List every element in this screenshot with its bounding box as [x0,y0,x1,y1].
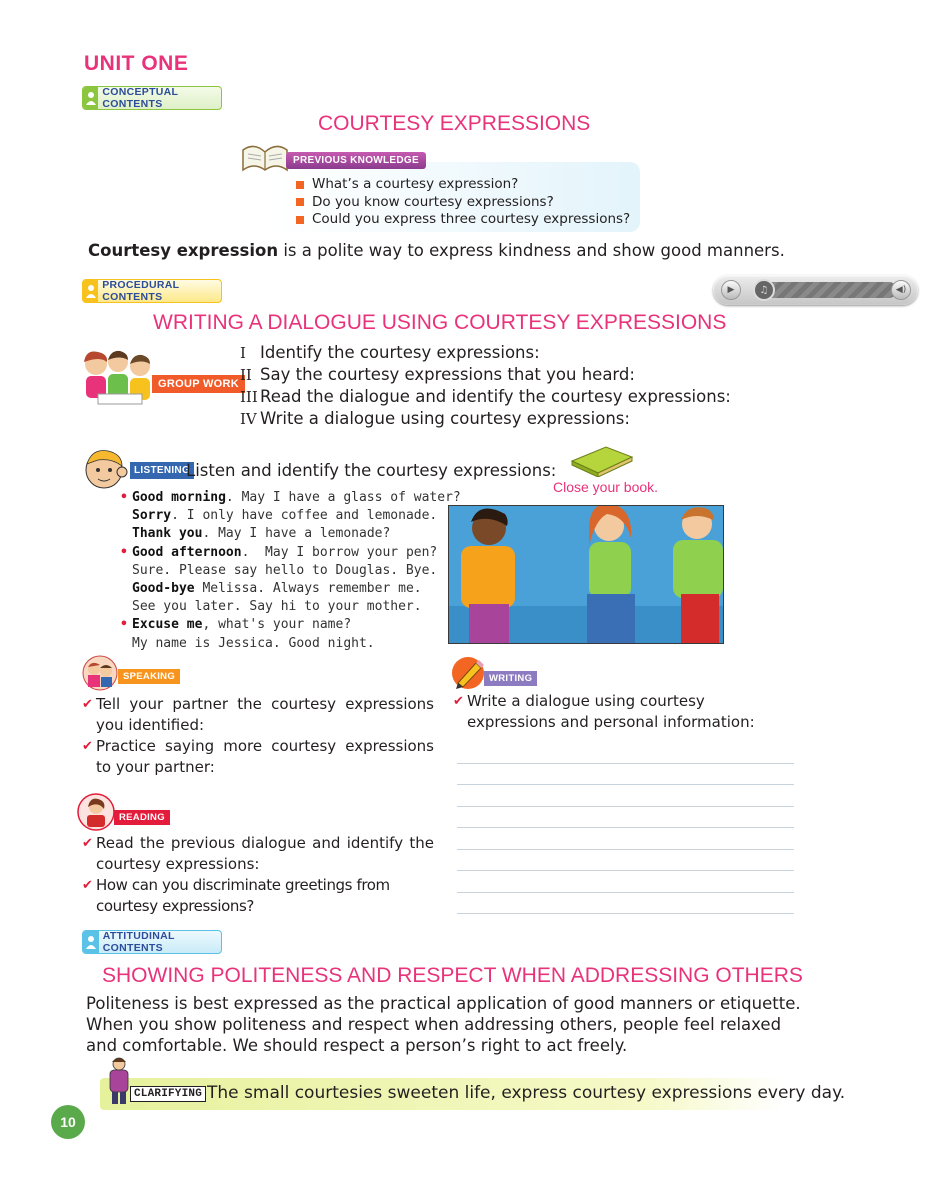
play-icon[interactable]: ▶ [721,280,741,300]
dialogue-line: My name is Jessica. Good night. [132,635,375,651]
dialogue-line: Good-bye Melissa. Always remember me. [132,581,422,597]
conceptual-contents-label: CONCEPTUAL CONTENTS [102,86,179,110]
group-work-steps [240,342,731,430]
list-item: ✔ Read the previous dialogue and identify the courtesy expressions: [82,833,434,875]
dialogue-line: • Good afternoon. May I borrow your pen? [120,544,461,562]
list-item: ✔ How can you discriminate greetings from courtesy expressions? [82,875,434,917]
reading-list [82,833,434,917]
speaking-label: SPEAKING [118,669,180,684]
unit-title: UNIT ONE [84,52,189,75]
dialogue-illustration [448,505,724,644]
person-icon [83,280,98,302]
dialogue-list [120,489,461,653]
previous-knowledge-label: PREVIOUS KNOWLEDGE [286,152,426,169]
closed-book-icon [566,443,638,477]
clarifying-label: CLARIFYING [130,1086,206,1102]
dialogue-line: See you later. Say hi to your mother. [132,599,422,615]
clarifying-text: The small courtesies sweeten life, express courtesy expressions every day. [207,1083,846,1103]
list-item: Could you express three courtesy expressions? [296,211,630,229]
audio-progress-track[interactable] [757,282,897,298]
attitudinal-contents-label: ATTITUDINAL CONTENTS [102,930,175,954]
audio-progress-knob[interactable]: ♫ [753,279,775,301]
dialogue-line: Sure. Please say hello to Douglas. Bye. [132,562,438,578]
person-icon [83,931,99,953]
person-icon [83,87,98,109]
list-item: IV Write a dialogue using courtesy expressions: [240,409,630,428]
procedural-contents-label: PROCEDURAL CONTENTS [102,279,180,303]
list-item: I Identify the courtesy expressions: [240,343,540,362]
speaking-kids-icon [82,655,118,691]
page-number: 10 [51,1105,85,1139]
conceptual-contents-tag [82,86,222,110]
close-book-note: Close your book. [553,479,659,495]
writing-pencil-icon [450,655,488,691]
main-title: COURTESY EXPRESSIONS [318,112,591,135]
open-book-icon [240,140,290,174]
list-item: III Read the dialogue and identify the courtesy expressions: [240,387,731,406]
listening-boy-icon [78,448,134,492]
definition [88,241,785,260]
attitudinal-contents-tag [82,930,222,954]
list-item: ✔ Write a dialogue using courtesy expressions and personal information: [453,691,798,733]
group-work-illustration [78,346,158,406]
writing-list [453,691,798,733]
definition-text: is a polite way to express kindness and show good manners. [278,241,785,260]
definition-term: Courtesy expression [88,241,279,260]
dialogue-line: Sorry. I only have coffee and lemonade. [132,508,438,524]
audio-player [713,275,918,305]
attitudinal-text: Politeness is best expressed as the practical application of good manners or etiquette. When you show politeness and respect when addressing others, people feel relaxed and comfortable. We should respect a person’s right to act freely. [86,994,801,1055]
writing-lines[interactable] [457,742,794,914]
volume-icon[interactable]: ◀) [891,280,911,300]
reading-label: READING [114,810,170,825]
dialogue-line: • Excuse me, what's your name? [120,616,461,634]
previous-knowledge-list [296,176,630,229]
list-item: II Say the courtesy expressions that you heard: [240,365,635,384]
list-item: ✔ Practice saying more courtesy expressions to your partner: [82,736,434,778]
writing-label: WRITING [484,671,537,686]
dialogue-line: • Good morning. May I have a glass of water? [120,489,461,507]
listening-instruction: Listen and identify the courtesy expressions: [186,461,557,480]
attitudinal-title: SHOWING POLITENESS AND RESPECT WHEN ADDRESSING OTHERS [102,964,803,987]
list-item: ✔ Tell your partner the courtesy expressions you identified: [82,694,434,736]
list-item: What’s a courtesy expression? [296,176,630,194]
dialogue-line: Thank you. May I have a lemonade? [132,526,391,542]
procedural-title: WRITING A DIALOGUE USING COURTESY EXPRESSIONS [153,311,727,334]
listening-label: LISTENING [130,462,194,479]
group-work-label: GROUP WORK [152,375,245,393]
procedural-contents-tag [82,279,222,303]
list-item: Do you know courtesy expressions? [296,194,630,212]
speaking-list [82,694,434,778]
teacher-icon [106,1056,132,1106]
reading-girl-icon [76,793,116,831]
